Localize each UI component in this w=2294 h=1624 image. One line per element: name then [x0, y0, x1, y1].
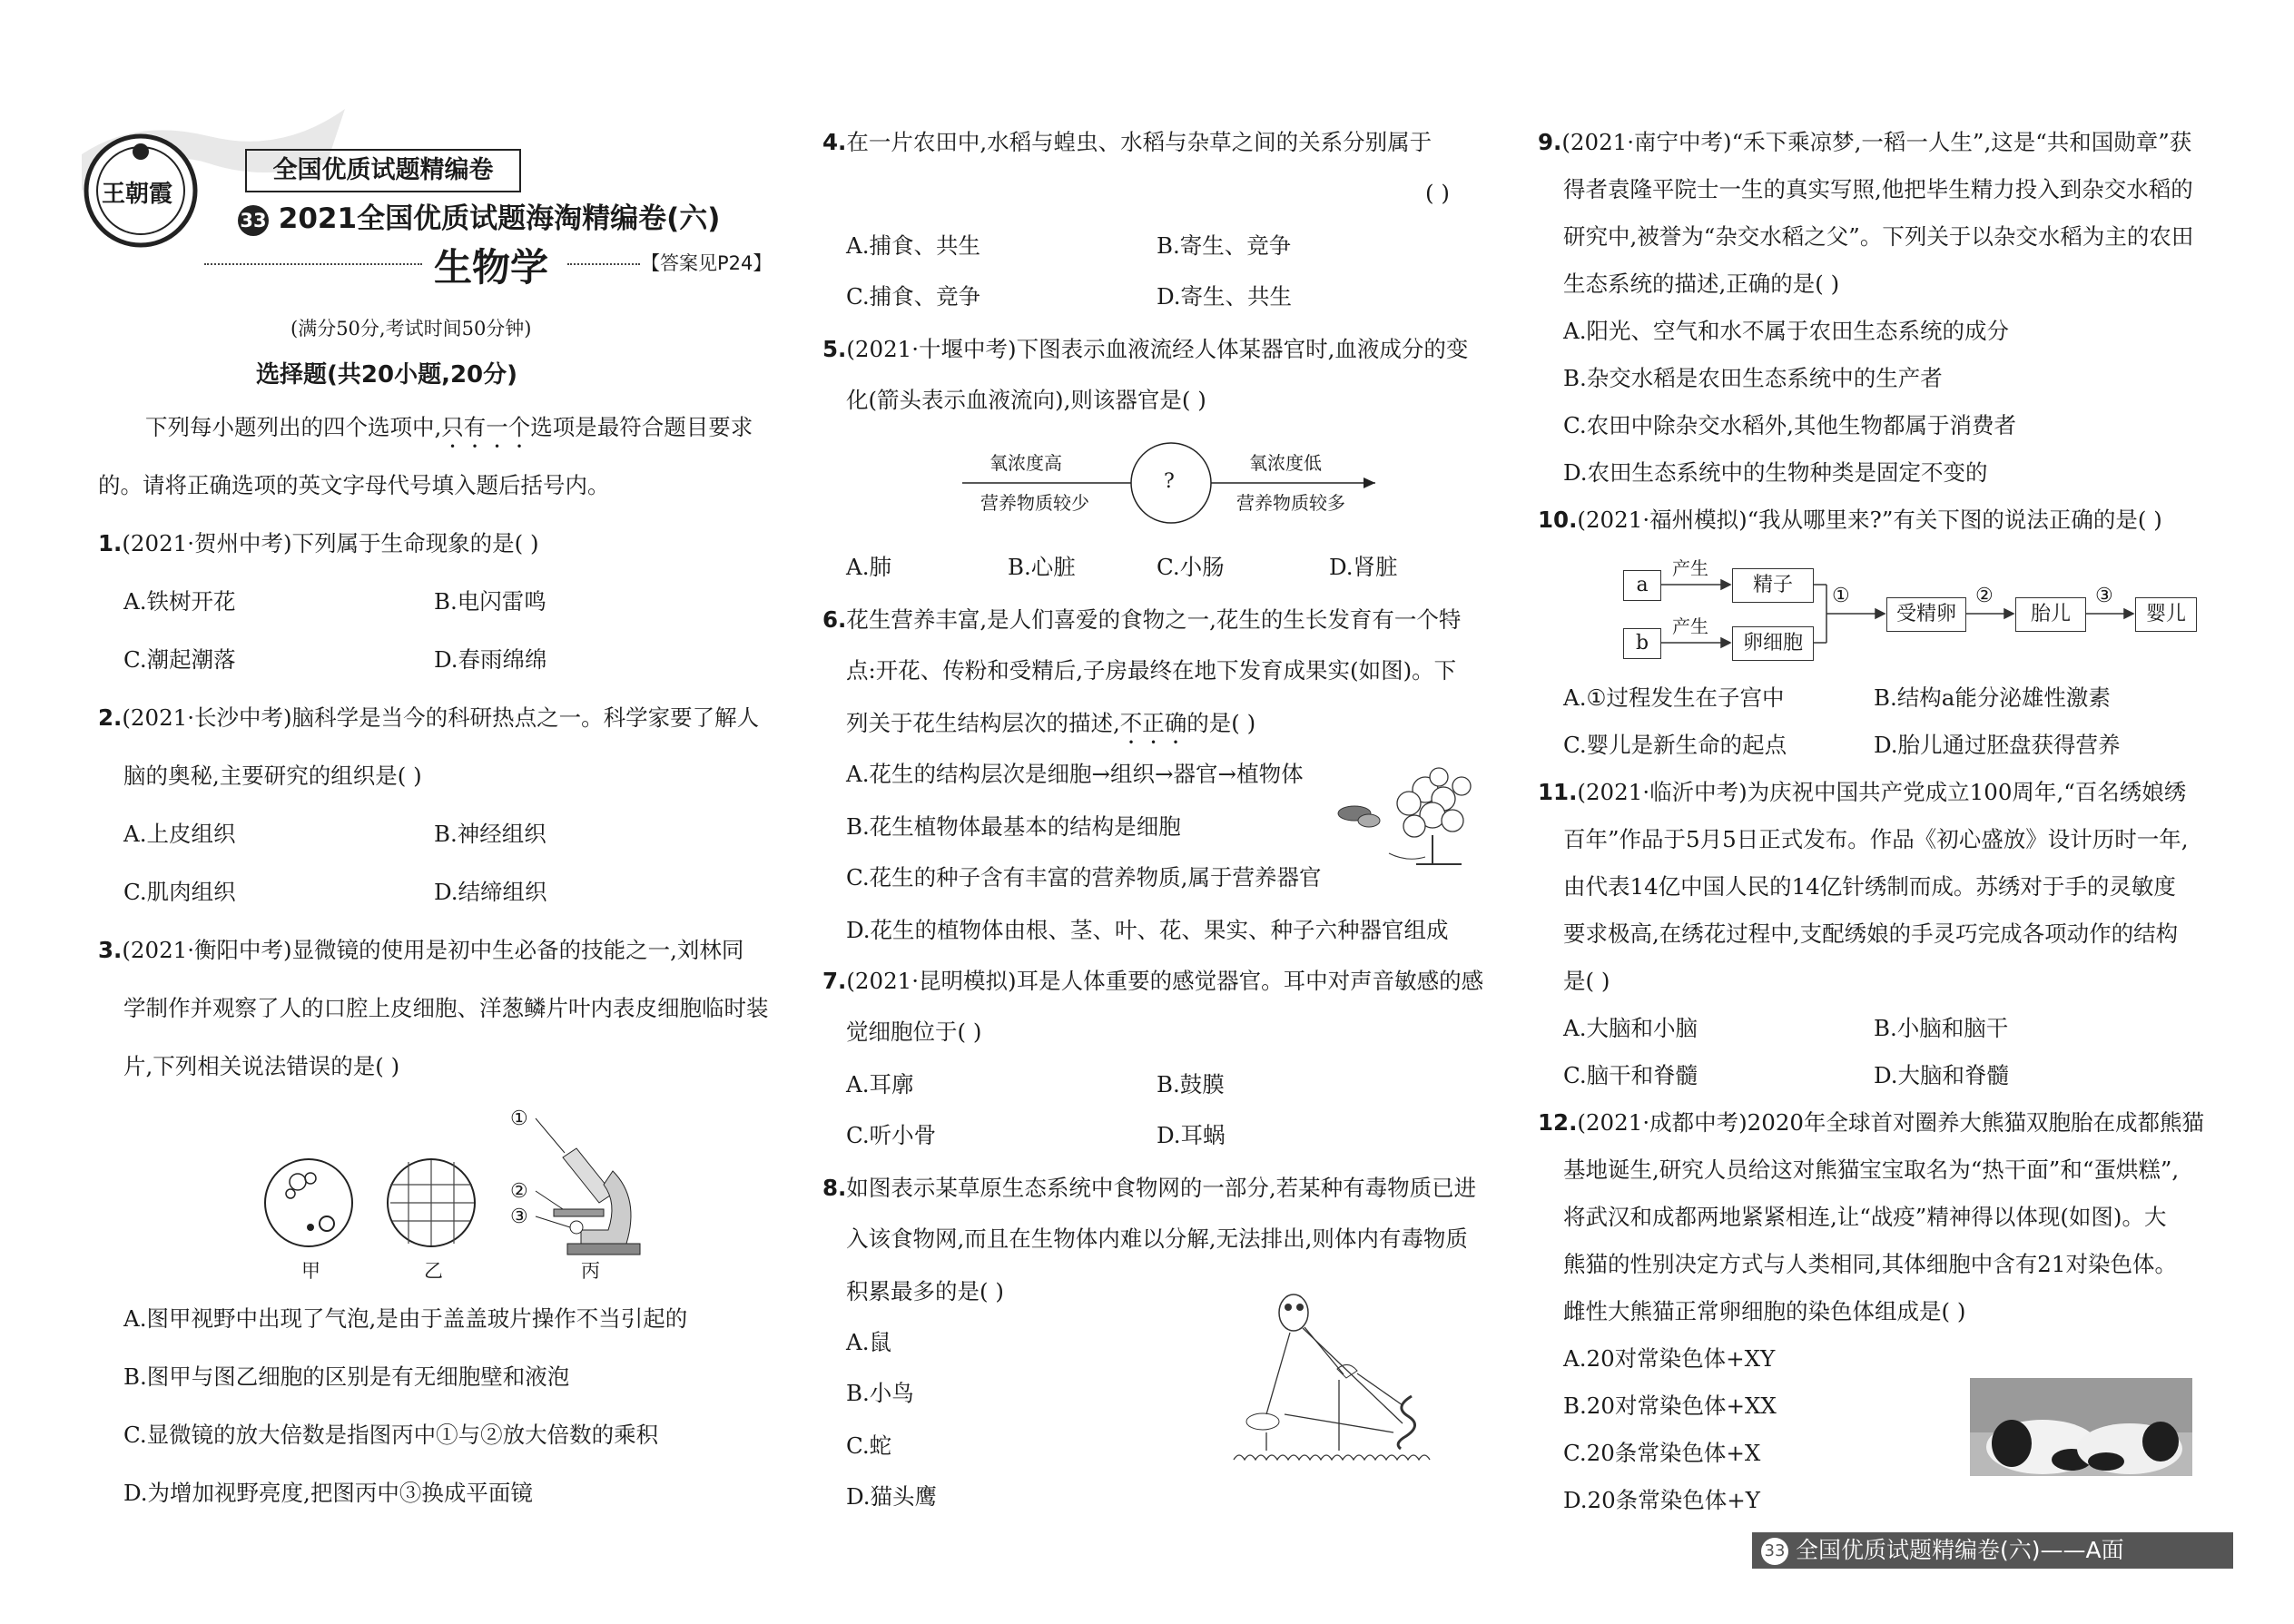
node-sperm: 精子 — [1732, 568, 1814, 603]
q9-option-b: B.杂交水稻是农田生态系统中的生产者 — [1563, 365, 1943, 391]
q3-figure — [263, 1107, 663, 1280]
question-1-stem: 1.(2021·贺州中考)下列属于生命现象的是( ) — [98, 530, 539, 556]
q10-option-c: C.婴儿是新生命的起点 — [1563, 732, 1787, 758]
q6-option-d: D.花生的植物体由根、茎、叶、花、果实、种子六种器官组成 — [846, 917, 1449, 943]
q10-option-d: D.胎儿通过胚盘获得营养 — [1874, 732, 2121, 758]
instruction-line-2: 的。请将正确选项的英文字母代号填入题后括号内。 — [98, 472, 610, 498]
panda-twins-photo — [1970, 1378, 2192, 1476]
q5-blood-flow-diagram — [953, 436, 1389, 536]
node-baby: 婴儿 — [2135, 597, 2197, 632]
q10-option-a: A.①过程发生在子宫中 — [1563, 684, 1785, 711]
question-11-stem-4: 要求极高,在绣花过程中,支配绣娘的手灵巧完成各项动作的结构 — [1563, 920, 2179, 947]
question-11-stem-2: 百年”作品于5月5日正式发布。作品《初心盛放》设计历时一年, — [1563, 826, 2189, 852]
question-12-stem-2: 基地诞生,研究人员给这对熊猫宝宝取名为“热干面”和“蛋烘糕”, — [1563, 1156, 2180, 1183]
node-egg: 卵细胞 — [1732, 626, 1814, 661]
question-3-stem-2: 学制作并观察了人的口腔上皮细胞、洋葱鳞片叶内表皮细胞临时装 — [123, 995, 769, 1021]
question-2-stem: 2.(2021·长沙中考)脑科学是当今的科研热点之一。科学家要了解人 — [98, 704, 760, 731]
q4-option-a: A.捕食、共生 — [846, 232, 980, 259]
q11-option-d: D.大脑和脊髓 — [1874, 1062, 2010, 1088]
q6-option-b: B.花生植物体最基本的结构是细胞 — [846, 813, 1181, 840]
food-web-illustration — [1230, 1287, 1448, 1478]
q7-option-b: B.鼓膜 — [1157, 1071, 1225, 1097]
question-11-stem-3: 由代表14亿中国人民的14亿针绣制而成。苏绣对于手的灵敏度 — [1563, 873, 2176, 900]
answer-ref: 【答案见P24】 — [641, 252, 773, 274]
section-title: 选择题(共20小题,20分) — [256, 361, 518, 389]
node-a: a — [1623, 570, 1661, 601]
q6-option-c: C.花生的种子含有丰富的营养物质,属于营养器官 — [846, 864, 1322, 891]
q9-option-c: C.农田中除杂交水稻外,其他生物都属于消费者 — [1563, 412, 2016, 438]
q9-option-d: D.农田生态系统中的生物种类是固定不变的 — [1563, 459, 1988, 486]
question-5-stem: 5.(2021·十堰中考)下图表示血液流经人体某器官时,血液成分的变 — [822, 336, 1469, 362]
label-bing: 丙 — [581, 1260, 600, 1282]
question-8-stem-3: 积累最多的是( ) — [846, 1278, 1004, 1304]
q1-option-a: A.铁树开花 — [123, 588, 236, 615]
label-produce-2: 产生 — [1672, 615, 1708, 637]
paper-title-row — [238, 195, 720, 236]
owl-icon — [1279, 1294, 1308, 1331]
instruction-line-1: 下列每小题列出的四个选项中,只有一个选项是最符合题目要求 — [145, 414, 753, 440]
q6-option-a: A.花生的结构层次是细胞→组织→器官→植物体 — [846, 761, 1304, 787]
q5-option-d: D.肾脏 — [1329, 554, 1398, 580]
question-5-stem-2: 化(箭头表示血液流向),则该器官是( ) — [846, 387, 1206, 413]
label-yi: 乙 — [424, 1260, 443, 1282]
page-footer — [1752, 1532, 2233, 1569]
marker-2: ② — [510, 1180, 528, 1203]
emphasis-only-one: 只有一个 — [441, 414, 531, 440]
node-b: b — [1623, 628, 1661, 659]
question-6-stem: 6.花生营养丰富,是人们喜爱的食物之一,花生的生长发育有一个特 — [822, 606, 1462, 633]
q12-option-c: C.20条常染色体+X — [1563, 1440, 1761, 1466]
question-11-stem-5: 是( ) — [1563, 968, 1610, 994]
label-produce-1: 产生 — [1672, 557, 1708, 579]
question-12-stem-3: 将武汉和成都两地紧紧相连,让“战疫”精神得以体现(如图)。大 — [1563, 1204, 2167, 1230]
footer-badge: 33 — [1761, 1538, 1788, 1565]
footer-text: 全国优质试题精编卷(六)——A面 — [1795, 1537, 2124, 1563]
q7-option-d: D.耳蜗 — [1157, 1122, 1226, 1148]
q3-option-c: C.显微镜的放大倍数是指图丙中①与②放大倍数的乘积 — [123, 1422, 659, 1448]
question-12-stem: 12.(2021·成都中考)2020年全球首对圈养大熊猫双胞胎在成都熊猫 — [1538, 1109, 2205, 1136]
question-9-stem-3: 研究中,被誉为“杂交水稻之父”。下列关于以杂交水稻为主的农田 — [1563, 223, 2194, 250]
question-9-stem: 9.(2021·南宁中考)“禾下乘凉梦,一稻一人生”,这是“共和国勋章”获 — [1538, 129, 2192, 155]
q11-option-b: B.小脑和脑干 — [1874, 1015, 2009, 1041]
question-6-stem-3: 列关于花生结构层次的描述,不正确的是( ) — [846, 710, 1256, 736]
q4-option-d: D.寄生、共生 — [1157, 283, 1293, 310]
bird-icon — [1337, 1364, 1357, 1378]
q11-option-c: C.脑干和脊髓 — [1563, 1062, 1698, 1088]
question-9-stem-2: 得者袁隆平院士一生的真实写照,他把毕生精力投入到杂交水稻的 — [1563, 176, 2193, 202]
step-2: ② — [1975, 585, 1994, 607]
paper-title: 2021全国优质试题海淘精编卷(六) — [278, 202, 721, 235]
q4-option-c: C.捕食、竞争 — [846, 283, 981, 310]
question-9-stem-4: 生态系统的描述,正确的是( ) — [1563, 271, 1840, 297]
q4-option-b: B.寄生、竞争 — [1157, 232, 1292, 259]
peanut-plant-illustration — [1334, 763, 1480, 871]
label-jia: 甲 — [301, 1260, 320, 1282]
header-rule-left — [204, 263, 422, 265]
organ-unknown: ? — [1164, 470, 1175, 493]
q3-option-a: A.图甲视野中出现了气泡,是由于盖盖玻片操作不当引起的 — [123, 1305, 688, 1332]
series-title: 全国优质试题精编卷 — [272, 156, 494, 184]
q3-option-d: D.为增加视野亮度,把图丙中③换成平面镜 — [123, 1480, 533, 1506]
step-3: ③ — [2095, 585, 2113, 607]
subject-title: 生物学 — [434, 245, 549, 290]
view-yi-cells — [388, 1159, 475, 1246]
q8-option-a: A.鼠 — [846, 1329, 891, 1355]
logo-seal — [82, 132, 200, 250]
question-8-stem: 8.如图表示某草原生态系统中食物网的一部分,若某种有毒物质已进 — [822, 1175, 1477, 1201]
q8-option-d: D.猫头鹰 — [846, 1483, 938, 1510]
question-8-stem-2: 入该食物网,而且在生物体内难以分解,无法排出,则体内有毒物质 — [846, 1225, 1468, 1252]
left-top-label: 氧浓度高 — [989, 452, 1062, 474]
q2-option-b: B.神经组织 — [434, 821, 546, 847]
q1-option-b: B.电闪雷鸣 — [434, 588, 546, 615]
q10-reproduction-flowchart — [1616, 552, 2197, 670]
q3-option-b: B.图甲与图乙细胞的区别是有无细胞壁和液泡 — [123, 1363, 570, 1390]
q7-option-a: A.耳廓 — [846, 1071, 914, 1097]
microscope-bing — [536, 1118, 640, 1255]
question-7-stem-2: 觉细胞位于( ) — [846, 1019, 982, 1045]
question-7-stem: 7.(2021·昆明模拟)耳是人体重要的感觉器官。耳中对声音敏感的感 — [822, 968, 1484, 994]
number-badge: 33 — [238, 205, 269, 236]
q10-option-b: B.结构a能分泌雄性激素 — [1874, 684, 2111, 711]
logo-text: 王朝霞 — [102, 181, 173, 208]
question-2-stem-2: 脑的奥秘,主要研究的组织是( ) — [123, 763, 422, 789]
q5-option-c: C.小肠 — [1157, 554, 1225, 580]
q1-option-d: D.春雨绵绵 — [434, 646, 547, 673]
question-3-stem: 3.(2021·衡阳中考)显微镜的使用是初中生必备的技能之一,刘林同 — [98, 937, 744, 963]
question-4-stem: 4.在一片农田中,水稻与蝗虫、水稻与杂草之间的关系分别属于 — [822, 129, 1433, 155]
series-banner — [245, 149, 521, 192]
q2-option-a: A.上皮组织 — [123, 821, 236, 847]
question-12-stem-4: 熊猫的性别决定方式与人类相同,其体细胞中含有21对染色体。 — [1563, 1251, 2177, 1277]
question-6-stem-2: 点:开花、传粉和受精后,子房最终在地下发育成果实(如图)。下 — [846, 657, 1457, 684]
q9-option-a: A.阳光、空气和水不属于农田生态系统的成分 — [1563, 318, 2009, 344]
q2-option-c: C.肌肉组织 — [123, 879, 236, 905]
q5-option-a: A.肺 — [846, 554, 891, 580]
q2-option-d: D.结缔组织 — [434, 879, 547, 905]
marker-1: ① — [510, 1107, 528, 1130]
marker-3: ③ — [510, 1206, 528, 1228]
question-12-stem-5: 雌性大熊猫正常卵细胞的染色体组成是( ) — [1563, 1298, 1966, 1324]
node-fetus: 胎儿 — [2015, 597, 2086, 632]
q8-option-c: C.蛇 — [846, 1432, 892, 1459]
question-3-stem-3: 片,下列相关说法错误的是( ) — [123, 1053, 400, 1079]
left-bottom-label: 营养物质较少 — [980, 492, 1089, 514]
grass-icon — [1234, 1455, 1430, 1460]
q12-option-a: A.20对常染色体+XY — [1563, 1345, 1776, 1372]
q12-option-d: D.20条常染色体+Y — [1563, 1487, 1760, 1513]
q5-option-b: B.心脏 — [1008, 554, 1076, 580]
exam-info: (满分50分,考试时间50分钟) — [290, 318, 532, 340]
right-bottom-label: 营养物质较多 — [1236, 492, 1345, 514]
question-10-stem: 10.(2021·福州模拟)“我从哪里来?”有关下图的说法正确的是( ) — [1538, 507, 2162, 533]
question-11-stem: 11.(2021·临沂中考)为庆祝中国共产党成立100周年,“百名绣娘绣 — [1538, 779, 2187, 805]
step-1: ① — [1832, 585, 1850, 607]
q11-option-a: A.大脑和小脑 — [1563, 1015, 1698, 1041]
q1-option-c: C.潮起潮落 — [123, 646, 236, 673]
q4-answer-paren: ( ) — [1425, 180, 1450, 206]
q8-option-b: B.小鸟 — [846, 1380, 914, 1406]
header-rule-right — [567, 263, 640, 265]
emphasis-not-correct: 不正确 — [1119, 710, 1187, 736]
q12-option-b: B.20对常染色体+XX — [1563, 1393, 1777, 1419]
view-jia-cells — [265, 1159, 352, 1246]
mouse-icon — [1246, 1413, 1279, 1430]
right-top-label: 氧浓度低 — [1249, 452, 1322, 474]
q7-option-c: C.听小骨 — [846, 1122, 937, 1148]
node-zygote: 受精卵 — [1886, 597, 1966, 632]
